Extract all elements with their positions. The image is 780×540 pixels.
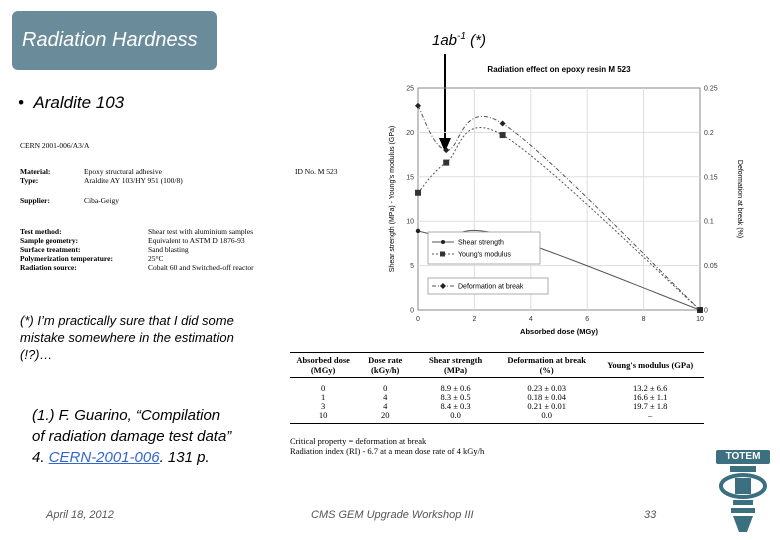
surface-treatment-label: Surface treatment: [20,245,81,254]
y-tick-label: 20 [406,129,414,137]
table-cell: 4 [383,401,388,411]
bullet-label: Araldite 103 [33,93,125,112]
material-label: Material: [20,167,51,176]
legend-box [428,232,540,264]
sample-geometry-value: Equivalent to ASTM D 1876-93 [148,236,245,245]
table-cell: 8.4 ± 0.3 [440,401,471,411]
legend-label: Young's modulus [458,251,511,259]
data-table [290,352,704,424]
type-value: Araldite AY 103/HY 951 (100/8) [84,176,183,185]
x-tick-label: 10 [696,316,704,323]
bullet-item: • Araldite 103 [18,93,125,112]
table-cell: 0.23 ± 0.03 [527,383,566,393]
footer-date: April 18, 2012 [46,509,114,521]
reference-link[interactable]: CERN-2001-006 [48,449,160,466]
plot-frame [418,88,700,310]
data-point [500,132,506,138]
x-tick-label: 2 [472,316,477,323]
legend-label: Deformation at break [458,283,524,291]
table-cell: 0.21 ± 0.01 [527,401,566,411]
fluence-exponent: -1 [457,31,466,42]
table-row [290,378,704,394]
sample-geometry-label: Sample geometry: [20,236,79,245]
table-cell: 0.18 ± 0.04 [527,392,566,402]
slide-title-box [12,11,217,70]
data-point [416,229,420,233]
x-tick-label: 0 [416,316,420,323]
chart-title: Radiation effect on epoxy resin M 523 [487,65,631,74]
table-cell: 0 [320,383,326,393]
x-tick-label: 8 [641,316,646,323]
datasheet-excerpt [20,141,350,291]
fluence-note: (*) [465,32,486,49]
data-point [500,121,506,127]
supplier-label: Supplier: [20,196,51,205]
x-tick-label: 6 [585,316,590,323]
y2-tick-label: 0.05 [704,263,718,271]
y2-tick-label: 0.15 [704,174,718,182]
table-row [290,402,704,411]
table-row [290,411,704,424]
footer-page-number: 33 [644,509,657,521]
supplier-value: Ciba-Geigy [84,196,119,205]
polymerization-label: Polymerization temperature: [20,254,113,263]
table-cell: 20 [380,410,390,420]
column-header: Young's modulus (GPa) [607,360,694,370]
data-point [415,103,421,109]
test-method-value: Shear test with aluminium samples [148,227,253,236]
radiation-chart [380,60,760,350]
column-header: Absorbed dose (MGy) [296,355,350,375]
legend-marker [440,252,445,257]
footer-event: CMS GEM Upgrade Workshop III [311,509,474,521]
fluence-annotation [432,31,486,49]
reference-suffix: . 131 p. [159,449,210,466]
slide-title: Radiation Hardness [22,29,198,51]
legend-marker [441,240,445,244]
table-cell: 3 [320,401,326,411]
totem-logo [716,450,770,534]
column-header: Deformation at break (%) [507,355,587,375]
y-tick-label: 25 [406,85,414,93]
id-number: ID No. M 523 [295,167,338,176]
table-cell: 8.9 ± 0.6 [440,383,471,393]
polymerization-value: 25°C [148,254,164,263]
surface-treatment-value: Sand blasting [148,245,189,254]
table-cell: 0.0 [450,410,461,420]
table-cell: 0.0 [541,410,552,420]
radiation-source-label: Radiation source: [20,263,77,272]
totem-emblem-icon [716,464,770,534]
test-method-label: Test method: [20,227,62,236]
x-tick-label: 4 [528,316,533,323]
table-cell: – [648,410,653,420]
table-cell: 16.6 ± 1.1 [632,392,668,402]
estimation-note: (*) I’m practically sure that I did some mistake somewhere in the estimation (!?)… [20,313,234,362]
doc-ref: CERN 2001-006/A3/A [20,141,90,150]
legend-label: Shear strength [458,239,504,247]
column-header: Dose rate (kGy/h) [368,355,403,375]
data-point [443,147,449,153]
table-cell: 10 [318,410,328,420]
table-cell: 19.7 ± 1.8 [632,401,668,411]
data-point [443,160,449,166]
table-cell: 4 [383,392,388,402]
y-tick-label: 5 [410,263,414,271]
critical-property: Critical property = deformation at break [290,436,427,446]
table-cell: 0 [383,383,388,393]
y-tick-label: 10 [406,218,414,226]
type-label: Type: [20,176,39,185]
radiation-index: Radiation index (RI) - 6.7 at a mean dose rate of 4 kGy/h [290,446,485,456]
column-header: Shear strength (MPa) [428,355,483,375]
y-tick-label: 15 [406,174,414,182]
y-tick-label: 0 [410,307,414,315]
totem-logo-text: TOTEM [716,450,770,464]
reference [32,405,232,468]
data-point [415,190,421,196]
table-cell: 1 [320,392,326,402]
y-axis-label: Shear strength (MPa) - Young's modulus (GPa) [389,125,396,273]
radiation-source-value: Cobalt 60 and Switched-off reactor [148,263,254,272]
data-table-panel [290,352,704,456]
table-cell: 8.3 ± 0.5 [440,392,471,402]
material-value: Epoxy structural adhesive [84,167,162,176]
y2-tick-label: 0.2 [704,129,714,137]
y2-tick-label: 0.1 [704,218,714,226]
y2-tick-label: 0 [704,307,708,315]
fluence-base: 1ab [432,32,458,49]
reference-text: (1.) F. Guarino, “Compilation of radiation damage test data” 4. [32,407,232,466]
y2-tick-label: 0.25 [704,85,718,93]
table-cell: 13.2 ± 6.6 [632,383,668,393]
x-axis-label: Absorbed dose (MGy) [520,327,598,336]
y2-axis-label: Deformation at break (%) [736,159,743,239]
